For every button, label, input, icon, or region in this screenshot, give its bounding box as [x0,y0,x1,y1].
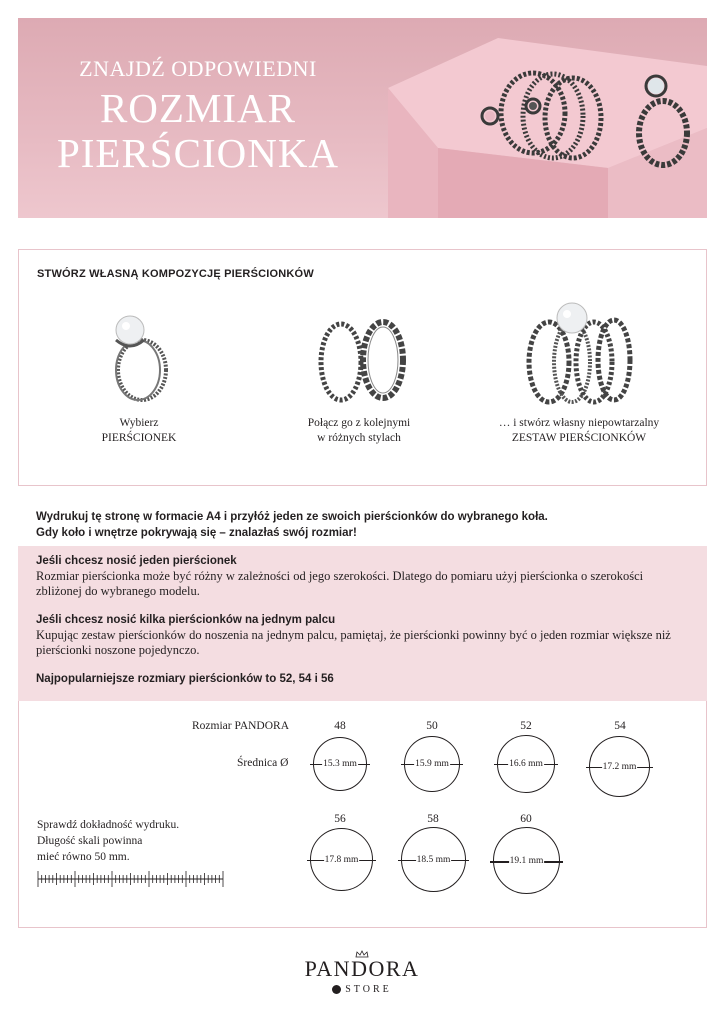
info-panel [18,546,707,701]
size-number-52: 52 [520,720,532,732]
diameter-58: 18.5 mm [416,854,451,865]
steps-heading: STWÓRZ WŁASNĄ KOMPOZYCJĘ PIERŚCIONKÓW [37,268,314,280]
size-row-label: Rozmiar PANDORA [192,720,290,732]
hero-title-line1: ZNAJDŹ ODPOWIEDNI [79,56,317,81]
diameter-52: 16.6 mm [509,759,543,769]
check-line2: Długość skali powinna [37,835,143,847]
step-2-line2: w różnych stylach [317,432,401,444]
ring-stack-icon [514,300,644,410]
step-3-line2: ZESTAW PIERŚCIONKÓW [511,432,647,444]
size-number-58: 58 [427,813,439,825]
ring-circle-56 [310,828,373,891]
step-1-line1: Wybierz [119,417,159,429]
ring-circle-48 [313,737,367,791]
print-instructions [36,509,676,541]
hero-title [18,58,378,174]
diameter-48: 15.3 mm [323,759,357,769]
diameter-60: 19.1 mm [509,855,544,866]
diameter-row-label: Średnica Ø [237,757,289,769]
step-combine-rings [259,300,459,446]
ring-circle-52 [497,735,555,793]
single-ring-text: Rozmiar pierścionka może być różny w zależności od jego szerokości. Dlatego do pomiaru użyj pierścionka o szerokości zbliżonej do wybranego modelu. [36,569,644,598]
pandora-store-logo [262,950,462,995]
step-choose-ring [39,300,239,446]
hero-title-line2: ROZMIAR [99,85,297,131]
size-number-60: 60 [520,813,532,825]
logo-brand: PANDORA [304,956,420,981]
size-number-54: 54 [614,720,626,732]
logo-dot-icon [332,985,341,994]
logo-store: STORE [345,984,392,995]
ring-circle-60 [493,827,560,894]
check-line1: Sprawdź dokładność wydruku. [37,819,180,831]
two-rings-icon [299,300,419,410]
diameter-56: 17.8 mm [324,854,359,865]
instructions-line2: Gdy koło i wnętrze pokrywają się – znalazłaś swój rozmiar! [36,527,357,539]
instructions-line1: Wydrukuj tę stronę w formacie A4 i przyłóż jeden ze swoich pierścionków do wybranego koła. [36,511,548,523]
diameter-50: 15.9 mm [415,759,449,769]
multi-ring-heading: Jeśli chcesz nosić kilka pierścionków na jednym palcu [36,614,336,626]
calibration-ruler [37,869,227,889]
ring-circle-58 [401,827,466,892]
step-2-line1: Połącz go z kolejnymi [307,417,411,429]
ring-circle-50 [404,736,460,792]
logo-store-line [262,984,462,995]
check-line3: mieć równo 50 mm. [37,851,130,863]
size-number-56: 56 [334,813,346,825]
steps-section [18,249,707,486]
multi-ring-text: Kupując zestaw pierścionków do noszenia na jednym palcu, pamiętaj, że pierścionki powinny być o jeden rozmiar większe niż pierścionki noszone pojedynczo. [36,628,671,657]
single-ring-heading: Jeśli chcesz nosić jeden pierścionek [36,555,237,567]
diameter-54: 17.2 mm [602,761,637,772]
rings-on-box-image [378,18,707,218]
print-check-note [37,817,179,865]
hero-title-line3: PIERŚCIONKA [56,130,340,176]
size-number-50: 50 [426,720,438,732]
popular-sizes-text: Najpopularniejsze rozmiary pierścionków to 52, 54 i 56 [36,673,334,685]
pearl-ring-icon [94,300,184,410]
step-3-line1: … i stwórz własny niepowtarzalny [498,417,660,429]
step-1-line2: PIERŚCIONEK [101,432,177,444]
step-create-set [479,300,679,446]
size-number-48: 48 [334,720,346,732]
hero-banner [18,18,707,218]
size-chart [18,701,707,928]
ring-circle-54 [589,736,650,797]
